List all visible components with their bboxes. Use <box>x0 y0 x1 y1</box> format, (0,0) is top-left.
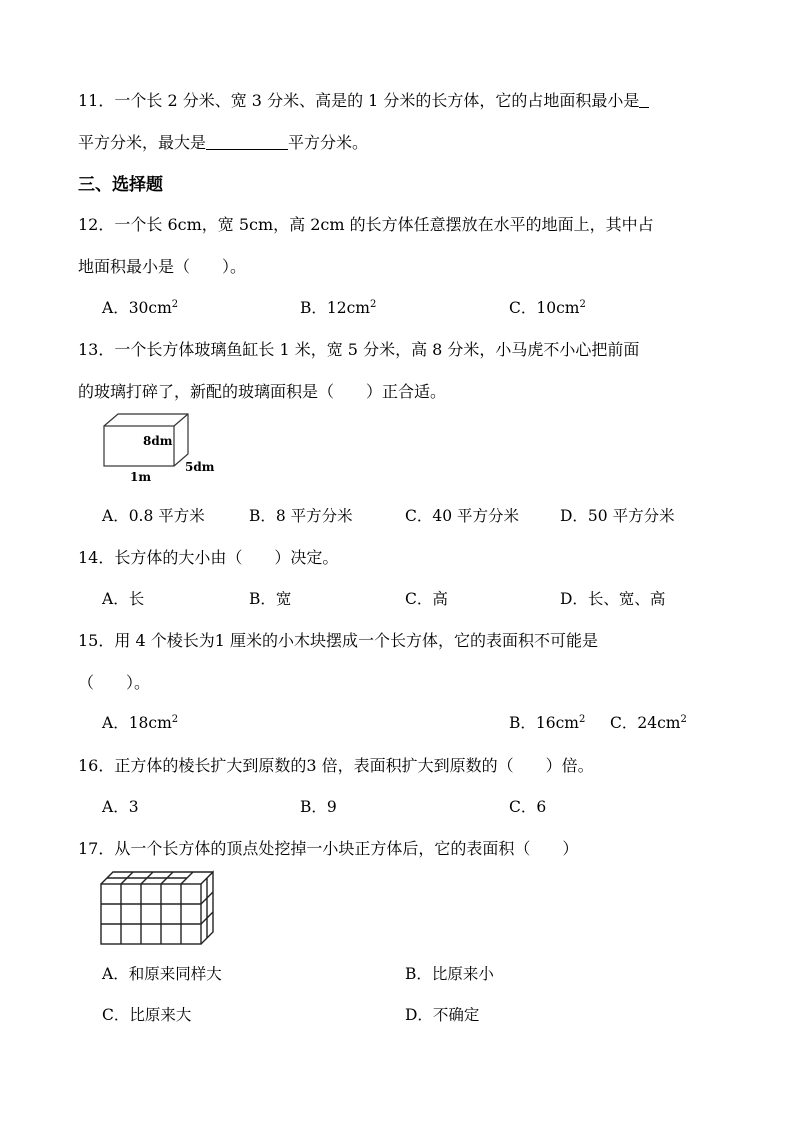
q17-option-a[interactable]: A．和原来同样大 <box>102 965 222 983</box>
q12-option-a[interactable]: A．$30cm^2$ <box>102 299 179 317</box>
q14-option-d[interactable]: D．长、宽、高 <box>560 590 666 608</box>
q16-option-a[interactable]: A．3 <box>102 798 139 816</box>
front-face <box>101 884 201 944</box>
q15-option-a[interactable]: A．$18cm^2$ <box>102 714 179 732</box>
cuboid-top-right-edge <box>174 414 188 426</box>
section-heading: 三、选择题 <box>78 175 163 195</box>
q13-line1: 13．一个长方体玻璃鱼缸长 1 米，宽 5 分米，高 8 分米，小马虎不小心把前面 <box>78 340 640 359</box>
q14-option-c[interactable]: C．高 <box>405 590 448 608</box>
q13-option-a[interactable]: A．0.8 平方米 <box>102 507 205 525</box>
q16-option-b[interactable]: B．9 <box>300 798 337 816</box>
length-label: 1m <box>130 470 152 484</box>
q15-option-c[interactable]: C．$24cm^2$ <box>610 714 687 732</box>
q14-option-b[interactable]: B．宽 <box>249 590 292 608</box>
q15-option-b[interactable]: B．$16cm^2$ <box>509 714 586 732</box>
q15-line2: （ ）。 <box>78 673 151 692</box>
q13-option-c[interactable]: C．40 平方分米 <box>405 507 520 525</box>
q17-option-b[interactable]: B．比原来小 <box>405 965 494 983</box>
q14-option-a[interactable]: A．长 <box>102 590 145 608</box>
q12-option-c[interactable]: C．$10cm^2$ <box>509 299 586 317</box>
q13-option-d[interactable]: D．50 平方分米 <box>560 507 675 525</box>
q16-option-c[interactable]: C．6 <box>509 798 547 816</box>
cuboid-figure <box>96 410 226 490</box>
q17-option-c[interactable]: C．比原来大 <box>102 1006 192 1024</box>
q12-line1: 12．一个长 6cm，宽 5cm，高 2cm 的长方体任意摆放在水平的地面上，其中占 <box>78 215 654 234</box>
q13-option-b[interactable]: B．8 平方分米 <box>249 507 353 525</box>
q15-line1: 15．用 4 个棱长为1 厘米的小木块摆成一个长方体，它的表面积不可能是 <box>78 631 598 650</box>
q12-option-b[interactable]: B．$12cm^2$ <box>300 299 377 317</box>
q11-line2: 平方分米，最大是 平方分米。 <box>78 133 369 152</box>
q11-line1: 11．一个长 2 分米、宽 3 分米、高是的 1 分米的长方体，它的占地面积最小是 <box>78 88 649 111</box>
cube-stack-figure <box>96 864 216 948</box>
height-label: 8dm <box>143 434 173 448</box>
answer-blank[interactable] <box>206 149 288 150</box>
q12-line2: 地面积最小是（ ）。 <box>78 257 247 276</box>
q16-line1: 16．正方体的棱长扩大到原数的3 倍，表面积扩大到原数的（ ）倍。 <box>78 756 594 775</box>
answer-blank[interactable] <box>639 107 649 108</box>
width-label: 5dm <box>185 460 215 474</box>
q17-line1: 17．从一个长方体的顶点处挖掉一小块正方体后，它的表面积（ ） <box>78 839 579 858</box>
q17-option-d[interactable]: D．不确定 <box>405 1006 480 1024</box>
q13-line2: 的玻璃打碎了，新配的玻璃面积是（ ）正合适。 <box>78 382 447 401</box>
q14-line1: 14．长方体的大小由（ ）决定。 <box>78 548 339 567</box>
